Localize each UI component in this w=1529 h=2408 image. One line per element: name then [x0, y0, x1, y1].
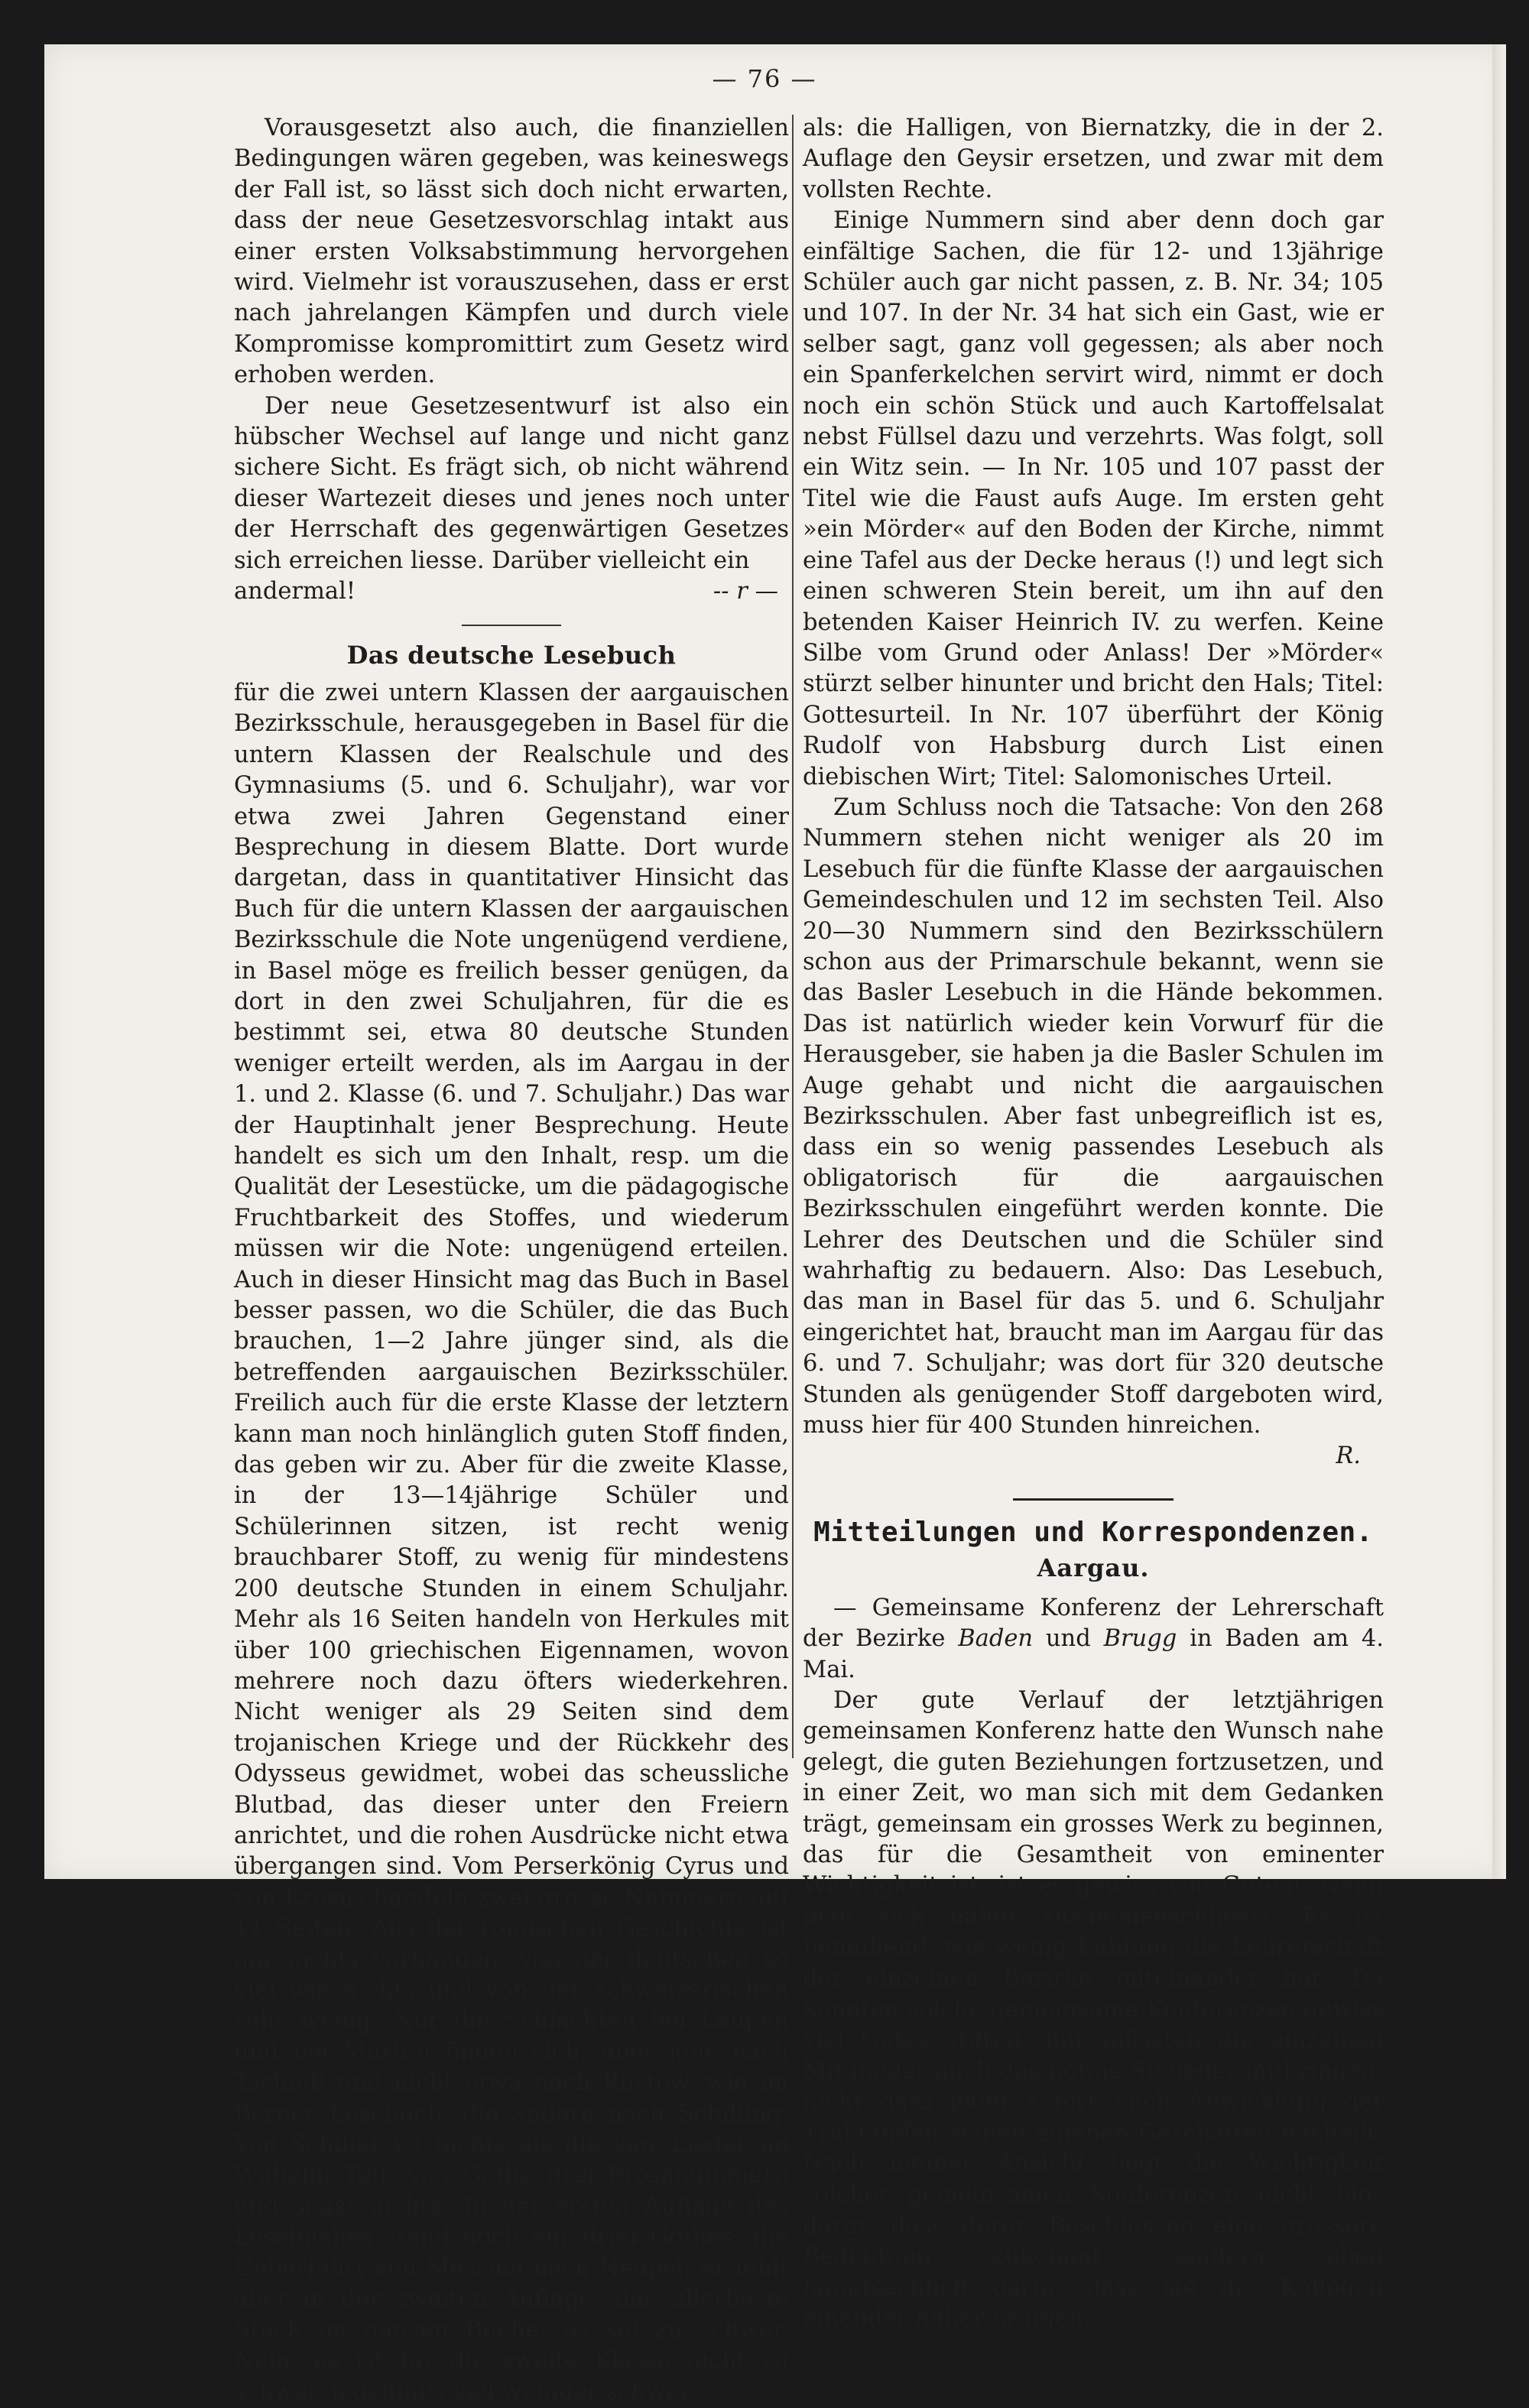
article-signature: R. — [1336, 1443, 1361, 1470]
closing-text: andermal! — [234, 578, 356, 605]
p4-place-baden: Baden — [958, 1625, 1034, 1653]
left-paragraph-2: Der neue Gesetzesentwurf ist also ein hübscher Wechsel auf lange und nicht ganz sichere Sicht. Es frägt sich, ob nicht während dieser Wartezeit dieses und jenes noch unter der Herrschaft des gegenwärtigen Gesetzes sich erreichen liesse. Darüber vielleicht ein — [234, 392, 789, 574]
column-divider — [792, 115, 794, 1758]
left-paragraph-1: Vorausgesetzt also auch, die finanziellen Bedingungen wären gegeben, was keineswegs der Fall ist, so lässt sich doch nicht erwarten, dass der neue Gesetzesvorschlag intakt aus einer ersten Volksabstimmung hervorgehen wird. Vielmehr ist vorauszusehen, dass er erst nach jahrelangen Kämpfen und durch viele Kompromisse kompromittirt zum Gesetz wird erhoben werden. — [234, 115, 789, 389]
paper-edge — [1492, 44, 1506, 1879]
right-paragraph-1: als: die Halligen, von Biernatzky, die in der 2. Auflage den Geysir ersetzen, und zwar mit dem vollsten Rechte. — [803, 115, 1384, 203]
section-rule — [1013, 1498, 1174, 1501]
section-title: Mitteilungen und Korrespondenzen. — [813, 1516, 1373, 1548]
article-title: Das deutsche Lesebuch — [346, 640, 677, 670]
right-paragraph-5: Der gute Verlauf der letztjährigen gemeinsamen Konferenz hatte den Wunsch nahe gelegt, die guten Beziehungen fortzusetzen, und in einer Zeit, wo man sich mit dem Gedanken trägt, gemeinsam ein grosses Werk zu beginnen, das für die Gesamtheit von eminenter Wichtigkeit ist, ist es gewiss von Gutem, wenn man sich näher zusammenschliesst. Es ist bemühend, wie wenig Fühlung die Lehrerschaft der einzelnen Bezirke miteinander hat. Da könnten solche gemeinsame Konferenzen gewiss viel Gutes stiften, nur müssten die einzelnen Mitglieder auch das nötige Sitzleder mitbringen; nicht dass jeder sofort nach Abwicklung der Traktanden seinen eigenen Geschäften nacheilt. Nach meiner Ansicht liegt die Wichtigkeit solcher gemeinsamen Konferenzen nicht blos darin, dass deren Beschlüssen eine grössere Bedeutung zukommt, sondern eben hauptsächlich darin, dass sie die Kollegen einander näher bringen. — [803, 1686, 1384, 2332]
separator-rule — [462, 625, 561, 626]
right-column — [803, 113, 1384, 2334]
subsection-title: Aargau. — [1037, 1553, 1150, 1583]
p4-text-a: — Gemeinsame Konferenz der Lehrerschaft der Bezirke — [803, 1594, 1384, 1653]
p4-place-brugg: Brugg — [1103, 1625, 1177, 1653]
right-paragraph-4 — [803, 1593, 1384, 1686]
author-signature: -- r — — [713, 578, 778, 605]
page-number: — 76 — — [712, 64, 817, 93]
left-column — [234, 113, 789, 2408]
right-paragraph-2: Einige Nummern sind aber denn doch gar einfältige Sachen, die für 12- und 13jährige Schüler auch gar nicht passen, z. B. Nr. 34; 105 und 107. In der Nr. 34 hat sich ein Gast, wie er selber sagt, ganz voll gegessen; als aber noch ein Spanferkelchen servirt wird, nimmt er doch noch ein schön Stück und auch Kartoffelsalat nebst Füllsel dazu und verzehrts. Was folgt, soll ein Witz sein. — In Nr. 105 und 107 passt der Titel wie die Faust aufs Auge. Im ersten geht »ein Mörder« auf den Boden der Kirche, nimmt eine Tafel aus der Decke heraus (!) und legt sich einen schweren Stein bereit, um ihn auf den betenden Kaiser Heinrich IV. zu werfen. Keine Silbe vom Grund oder Anlass! Der »Mörder« stürzt selber hinunter und bricht den Hals; Titel: Gottesurteil. In Nr. 107 überführt der König Rudolf von Habsburg durch List einen diebischen Wirt; Titel: Salomonisches Urteil. — [803, 207, 1384, 790]
p4-text-b: in Baden am 4. Mai. — [803, 1625, 1385, 1683]
right-paragraph-3: Zum Schluss noch die Tatsache: Von den 268 Nummern stehen nicht weniger als 20 im Lesebuch für die fünfte Klasse der aargauischen Gemeindeschulen und 12 im sechsten Teil. Also 20—30 Nummern sind den Bezirksschülern schon aus der Primarschule bekannt, wenn sie das Basler Lesebuch in die Hände bekommen. Das ist natürlich wieder kein Vorwurf für die Herausgeber, sie haben ja die Basler Schulen im Auge gehabt und nicht die aargauischen Bezirksschulen. Aber fast unbegreiflich ist es, dass ein so wenig passendes Lesebuch als obligatorisch für die aargauischen Bezirksschulen eingeführt werden konnte. Die Lehrer des Deutschen und die Schüler sind wahrhaftig zu bedauern. Also: Das Lesebuch, das man in Basel für das 5. und 6. Schuljahr eingerichtet hat, braucht man im Aargau für das 6. und 7. Schuljahr; was dort für 320 deutsche Stunden als genügender Stoff dargeboten wird, muss hier für 400 Stunden hinreichen. — [803, 793, 1384, 1439]
left-paragraph-2-closing — [234, 576, 789, 607]
p4-and: und — [1045, 1625, 1091, 1653]
left-paragraph-3: für die zwei untern Klassen der aargauischen Bezirksschule, herausgegeben in Basel für die untern Klassen der Realschule und des Gymnasiums (5. und 6. Schuljahr), war vor etwa zwei Jahren Gegenstand einer Besprechung in diesem Blatte. Dort wurde dargetan, dass in quantitativer Hinsicht das Buch für die untern Klassen der aargauischen Bezirksschule die Note ungenügend verdiene, in Basel möge es freilich besser genügen, da dort in den zwei Schuljahren, für die es bestimmt sei, etwa 80 deutsche Stunden weniger erteilt werden, als im Aargau in der 1. und 2. Klasse (6. und 7. Schuljahr.) Das war der Hauptinhalt jener Besprechung. Heute handelt es sich um den Inhalt, resp. um die Qualität der Lesestücke, um die pädagogische Fruchtbarkeit des Stoffes, und wiederum müssen wir die Note: ungenügend erteilen. Auch in dieser Hinsicht mag das Buch in Basel besser passen, wo die Schüler, die das Buch brauchen, 1—2 Jahre jünger sind, als die betreffenden aargauischen Bezirksschüler. Freilich auch für die erste Klasse der letztern kann man noch hinlänglich guten Stoff finden, das geben wir zu. Aber für die zweite Klasse, in der 13—14jährige Schüler und Schülerinnen sitzen, ist recht wenig brauchbarer Stoff, zu wenig für mindestens 200 deutsche Stunden in einem Schuljahr. Mehr als 16 Seiten handeln von Herkules mit über 100 griechischen Eigennamen, wovon mehrere noch dazu öfters wiederkehren. Nicht weniger als 29 Seiten sind dem trojanischen Kriege und der Rückkehr des Odysseus gewidmet, wobei das scheussliche Blutbad, das dieser unter den Freiern anrichtet, und die rohen Ausdrücke nicht etwa übergangen sind. Vom Perserkönig Cyrus und von Krösus handeln zwei grosse Nummern auf 11 Seiten. Aus der römischen Geschichte ist gar nichts vorhanden, von der deutschen so viel wie nichts und von der schweizerischen sehr wenig. Nur die Schlachten bei Laupen und bei Murten finden sich, aber jene nach Tschudi und nicht etwa nach Rüstow, wie im Berner Lesebuch, die andere nach Schilling. Von Schiller ist nichts als die vier Lieder im Wilhelm Tell, von Göthe drei Prosanummern und sonst nichts. In der ersten Auflage des Lesebuches stand noch ein Brief Göthes: die Ueberfahrt von Messina nach Neapel; er fehlt aber in der zweiten Auflage, das allerbeste Stück im ganzen Buche; es sei zu schwer. Nein, es ist für die zweite Klasse nicht zu schwer, jedenfalls viel weniger schwer — [234, 679, 789, 2406]
